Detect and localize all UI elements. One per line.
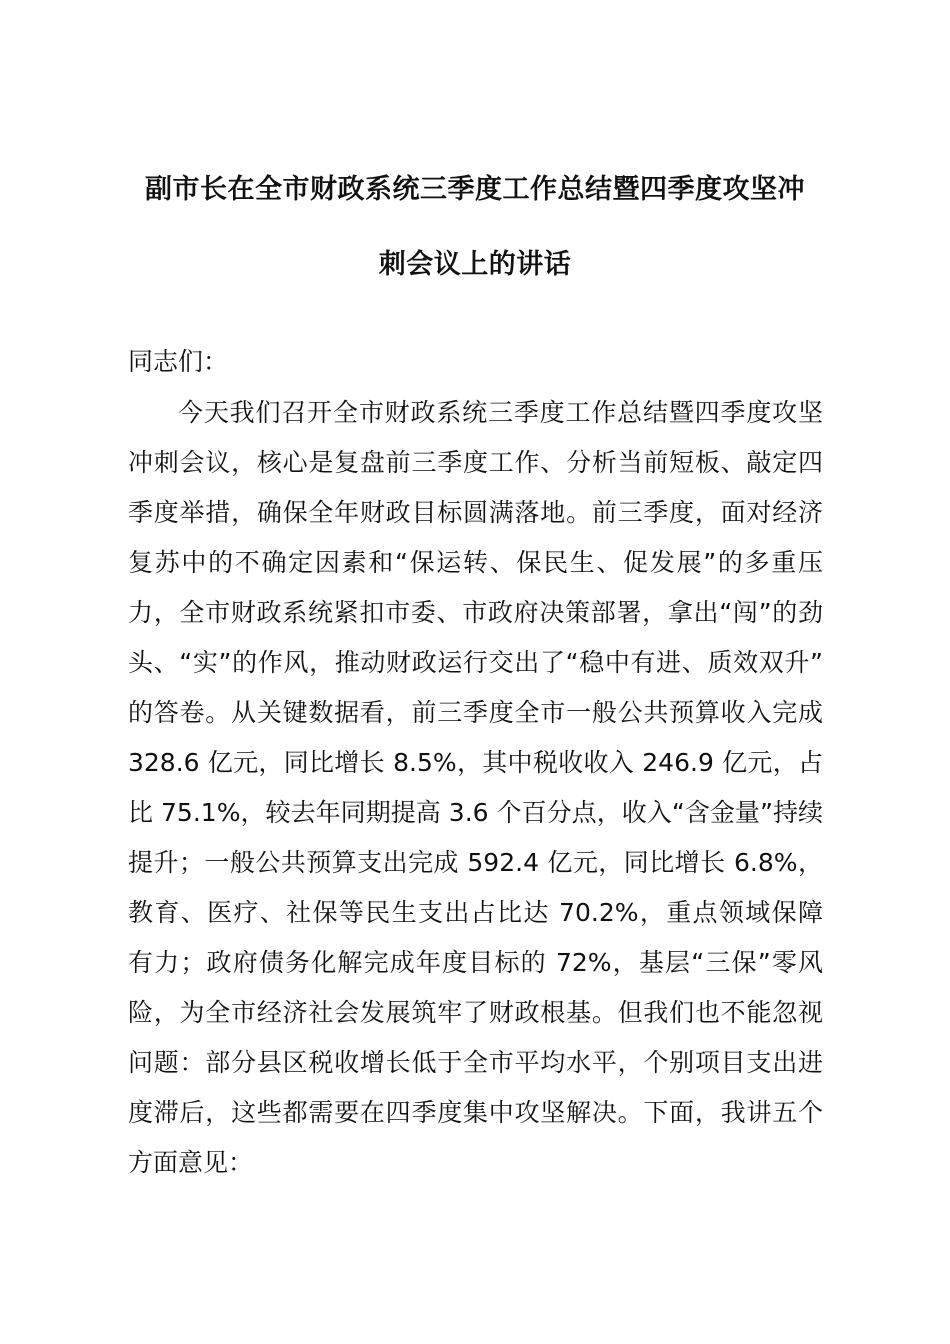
paragraph-line: 问题：部分县区税收增长低于全市平均水平，个别项目支出进 — [128, 1048, 823, 1077]
greeting: 同志们： — [128, 347, 229, 376]
paragraph-line: 有力；政府债务化解完成年度目标的 72%，基层“三保”零风 — [128, 948, 823, 977]
paragraph-line: 比 75.1%，较去年同期提高 3.6 个百分点，收入“含金量”持续 — [128, 798, 823, 827]
paragraph-line: 的答卷。从关键数据看，前三季度全市一般公共预算收入完成 — [128, 698, 823, 727]
paragraph-line: 力，全市财政系统紧扣市委、市政府决策部署，拿出“闯”的劲 — [128, 598, 823, 627]
paragraph-line: 提升；一般公共预算支出完成 592.4 亿元，同比增长 6.8%， — [128, 848, 823, 877]
document-title-line-1: 副市长在全市财政系统三季度工作总结暨四季度攻坚冲 — [145, 174, 805, 205]
paragraph-line: 今天我们召开全市财政系统三季度工作总结暨四季度攻坚 — [178, 398, 823, 427]
paragraph-line: 教育、医疗、社保等民生支出占比达 70.2%，重点领域保障 — [128, 898, 823, 927]
paragraph-line: 头、“实”的作风，推动财政运行交出了“稳中有进、质效双升” — [128, 648, 823, 677]
paragraph-line: 季度举措，确保全年财政目标圆满落地。前三季度，面对经济 — [128, 498, 823, 527]
paragraph-line: 方面意见： — [128, 1148, 254, 1177]
document-title-line-2: 刺会议上的讲话 — [378, 249, 572, 280]
paragraph-line: 险，为全市经济社会发展筑牢了财政根基。但我们也不能忽视 — [128, 998, 823, 1027]
paragraph-line: 度滞后，这些都需要在四季度集中攻坚解决。下面，我讲五个 — [128, 1098, 823, 1127]
paragraph-line: 冲刺会议，核心是复盘前三季度工作、分析当前短板、敲定四 — [128, 448, 823, 477]
body-paragraph — [128, 397, 823, 1197]
paragraph-line: 328.6 亿元，同比增长 8.5%，其中税收收入 246.9 亿元，占 — [128, 748, 823, 777]
paragraph-line: 复苏中的不确定因素和“保运转、保民生、促发展”的多重压 — [128, 548, 823, 577]
